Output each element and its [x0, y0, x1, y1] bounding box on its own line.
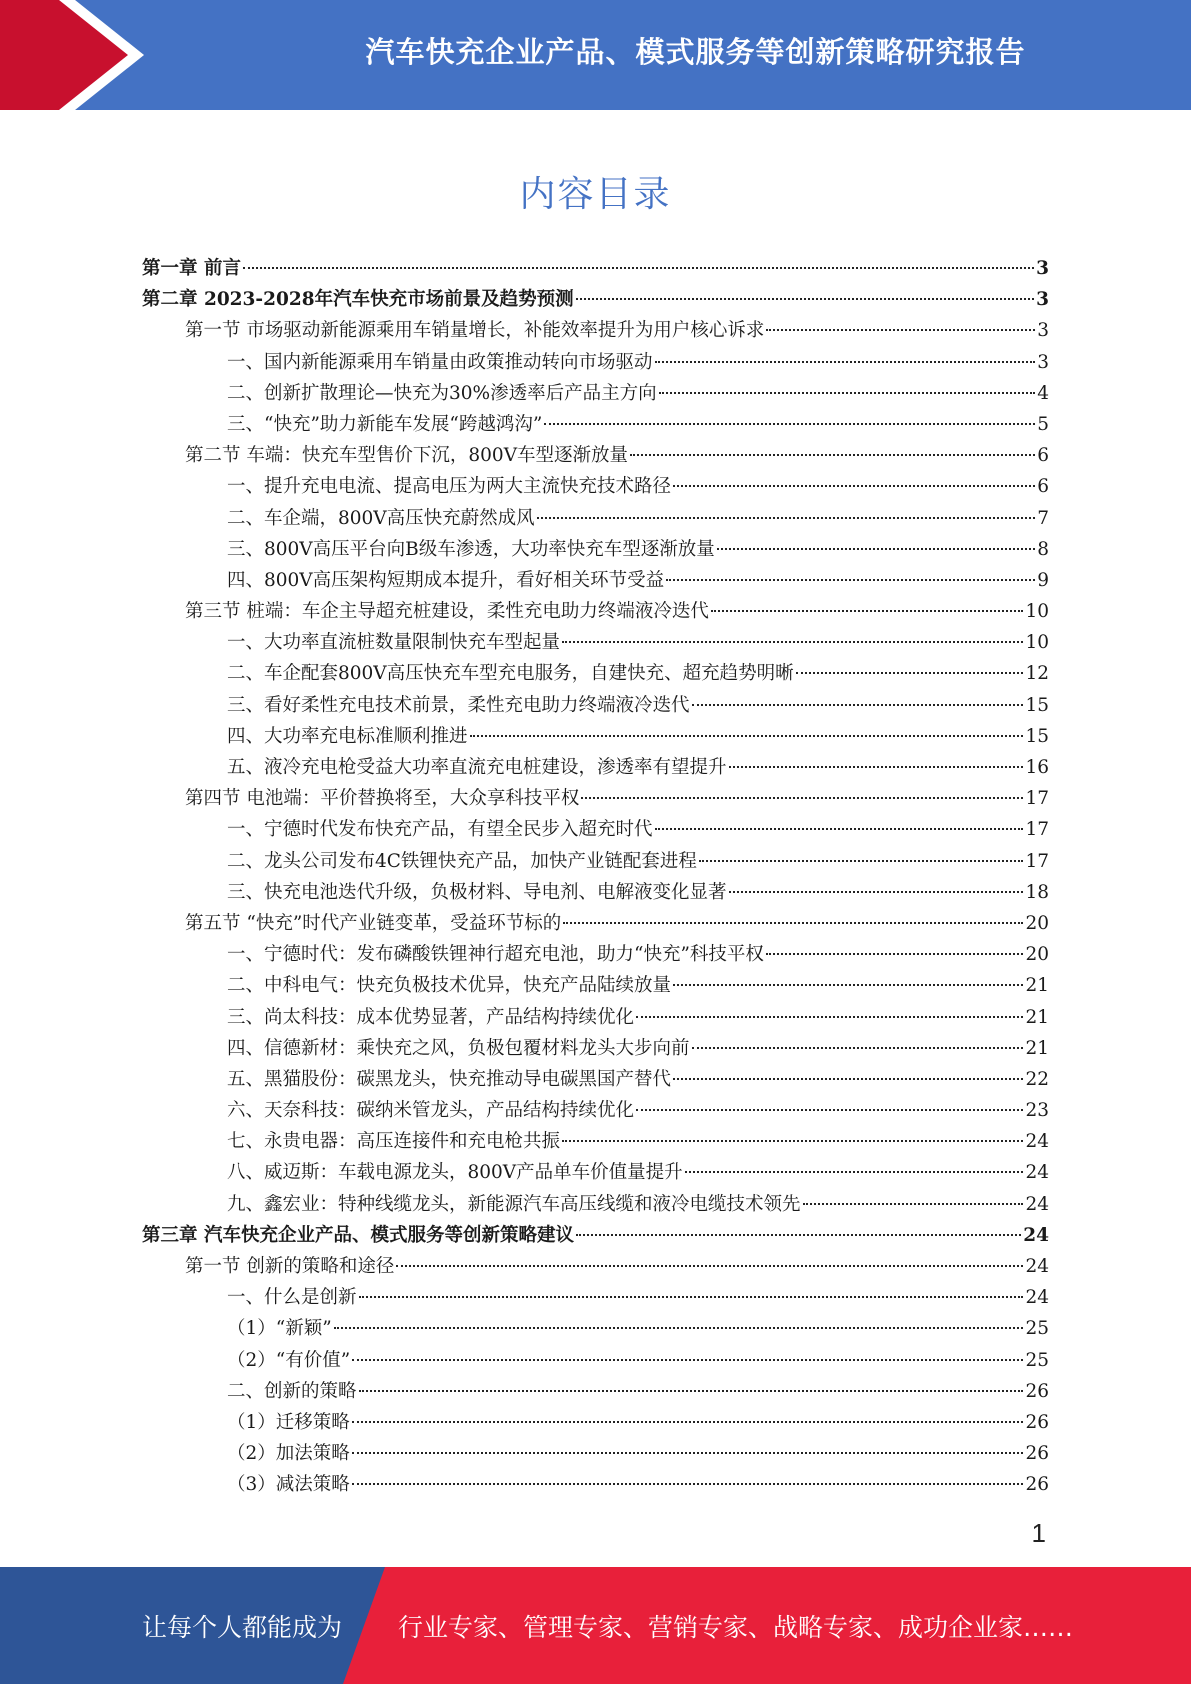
toc-entry-title: 一、宁德时代发布快充产品，有望全民步入超充时代: [227, 819, 653, 841]
dot-leader: [655, 828, 1024, 830]
page-number: 1: [1031, 1518, 1046, 1548]
toc-entry-page: 15: [1025, 725, 1049, 747]
toc-entry-title: （1）迁移策略: [227, 1411, 350, 1433]
dot-leader: [796, 672, 1024, 674]
toc-entry[interactable]: [142, 1407, 1049, 1438]
dot-leader: [470, 735, 1024, 737]
toc-entry-title: 第一节 市场驱动新能源乘用车销量增长，补能效率提升为用户核心诉求: [185, 320, 765, 342]
toc-entry-title: （1）“新颖”: [227, 1318, 332, 1340]
dot-leader: [576, 1234, 1021, 1236]
toc-heading: 内容目录: [519, 174, 672, 215]
toc-entry-page: 21: [1025, 1037, 1049, 1059]
footer-slogan-right: 行业专家、管理专家、营销专家、战略专家、成功企业家……: [398, 1612, 1074, 1642]
toc-entry[interactable]: [142, 503, 1049, 534]
toc-entry[interactable]: [142, 1157, 1049, 1188]
toc-entry-page: 24: [1025, 1287, 1049, 1309]
dot-leader: [803, 1203, 1024, 1205]
toc-entry[interactable]: [142, 908, 1049, 939]
dot-leader: [673, 984, 1023, 986]
toc-entry[interactable]: [142, 1376, 1049, 1407]
toc-entry-title: 三、快充电池迭代升级，负极材料、导电剂、电解液变化显著: [227, 881, 727, 903]
toc-entry-title: 八、威迈斯：车载电源龙头，800V产品单车价值量提升: [227, 1162, 683, 1184]
toc-entry-title: 二、龙头公司发布4C铁锂快充产品，加快产业链配套进程: [227, 850, 697, 872]
toc-entry[interactable]: [142, 846, 1049, 877]
toc-entry[interactable]: [142, 1033, 1049, 1064]
toc-entry-title: 五、液冷充电枪受益大功率直流充电桩建设，渗透率有望提升: [227, 757, 727, 778]
toc-entry-title: 二、车企配套800V高压快充车型充电服务，自建快充、超充趋势明晰: [227, 663, 794, 685]
toc-entry-title: 三、“快充”助力新能车发展“跨越鸿沟”: [227, 413, 543, 435]
toc-entry-title: 一、提升充电电流、提高电压为两大主流快充技术路径: [227, 476, 672, 498]
toc-entry-title: 第一节 创新的策略和途径: [185, 1256, 395, 1277]
toc-entry-page: 23: [1025, 1100, 1049, 1122]
toc-entry[interactable]: [142, 939, 1049, 970]
toc-entry-title: 第四节 电池端：平价替换将至，大众享科技平权: [185, 788, 580, 810]
toc-entry[interactable]: [142, 877, 1049, 908]
toc-entry[interactable]: [142, 440, 1049, 471]
toc-entry-title: 九、鑫宏业：特种线缆龙头，新能源汽车高压线缆和液冷电缆技术领先: [227, 1193, 801, 1215]
toc-entry-title: 第三节 桩端：车企主导超充桩建设，柔性充电助力终端液冷迭代: [185, 601, 709, 623]
toc-entry-title: 三、看好柔性充电技术前景，柔性充电助力终端液冷迭代: [227, 694, 690, 716]
toc-entry-page: 21: [1025, 1006, 1049, 1028]
toc-entry-page: 10: [1025, 632, 1049, 654]
dot-leader: [666, 579, 1035, 581]
toc-entry[interactable]: [142, 596, 1049, 627]
dot-leader: [352, 1359, 1023, 1361]
toc-entry[interactable]: [142, 471, 1049, 502]
dot-leader: [576, 298, 1035, 300]
toc-entry-page: 6: [1037, 445, 1049, 467]
toc-entry-title: 三、尚太科技：成本优势显著，产品结构持续优化: [227, 1006, 635, 1028]
toc-entry-title: 第二章 2023-2028年汽车快充市场前景及趋势预测: [142, 289, 574, 311]
dot-leader: [352, 1421, 1024, 1423]
toc-entry-title: 二、创新的策略: [227, 1380, 357, 1402]
toc-entry-page: 15: [1025, 694, 1049, 716]
toc-entry-page: 26: [1025, 1411, 1049, 1433]
toc-entry[interactable]: [142, 1095, 1049, 1126]
dot-leader: [352, 1452, 1024, 1454]
dot-leader: [630, 454, 1035, 456]
toc-entry[interactable]: [142, 721, 1049, 752]
toc-entry-page: 24: [1025, 1193, 1049, 1215]
toc-entry[interactable]: [142, 284, 1049, 315]
toc-entry[interactable]: [142, 690, 1049, 721]
toc-entry-page: 17: [1025, 788, 1049, 810]
dot-leader: [636, 1109, 1023, 1111]
dot-leader: [699, 860, 1024, 862]
toc-entry[interactable]: [142, 534, 1049, 565]
dot-leader: [359, 1296, 1024, 1298]
dot-leader: [563, 922, 1023, 924]
toc-entry-title: 四、800V高压架构短期成本提升，看好相关环节受益: [227, 569, 665, 591]
toc-entry-title: 五、黑猫股份：碳黑龙头，快充推动导电碳黑国产替代: [227, 1068, 672, 1090]
toc-entry-page: 3: [1037, 351, 1049, 373]
toc-entry-title: 一、大功率直流桩数量限制快充车型起量: [227, 632, 561, 654]
toc-entry[interactable]: [142, 347, 1049, 378]
toc-entry-title: 第五节 “快充”时代产业链变革，受益环节标的: [185, 912, 562, 934]
chevron-arrow-icon: [0, 0, 160, 110]
dot-leader: [636, 1016, 1023, 1018]
toc-entry-page: 8: [1037, 538, 1049, 560]
toc-entry-page: 20: [1025, 944, 1049, 966]
toc-entry-page: 26: [1025, 1443, 1049, 1465]
footer-slogan-left: 让每个人都能成为: [142, 1612, 343, 1642]
dot-leader: [544, 423, 1035, 425]
dot-leader: [562, 641, 1023, 643]
toc-entry-page: 9: [1037, 569, 1049, 591]
toc-entry-page: 26: [1025, 1380, 1049, 1402]
dot-leader: [729, 766, 1024, 768]
toc-entry-page: 3: [1037, 320, 1049, 342]
dot-leader: [673, 485, 1035, 487]
dot-leader: [334, 1327, 1024, 1329]
dot-leader: [711, 610, 1024, 612]
toc-entry-title: 四、信德新材：乘快充之风，负极包覆材料龙头大步向前: [227, 1037, 690, 1059]
toc-entry[interactable]: [142, 752, 1049, 783]
toc-entry-title: 七、永贵电器：高压连接件和充电枪共振: [227, 1131, 561, 1153]
toc-entry-title: （2）“有价值”: [227, 1349, 351, 1371]
toc-entry-page: 10: [1025, 601, 1049, 623]
toc-entry-page: 5: [1037, 413, 1049, 435]
toc-entry[interactable]: [142, 814, 1049, 845]
dot-leader: [352, 1483, 1024, 1485]
toc-entry-title: 第二节 车端：快充车型售价下沉，800V车型逐渐放量: [185, 445, 629, 467]
dot-leader: [581, 797, 1023, 799]
toc-entry[interactable]: [142, 378, 1049, 409]
toc-entry[interactable]: [142, 565, 1049, 596]
toc-entry-title: 三、800V高压平台向B级车渗透，大功率快充车型逐渐放量: [227, 538, 715, 560]
report-title: 汽车快充企业产品、模式服务等创新策略研究报告: [365, 34, 1026, 69]
toc-entry[interactable]: [142, 1313, 1049, 1344]
toc-entry[interactable]: [142, 783, 1049, 814]
toc-entry[interactable]: [142, 627, 1049, 658]
toc-entry[interactable]: [142, 658, 1049, 689]
dot-leader: [729, 891, 1024, 893]
table-of-contents: [142, 253, 1049, 1501]
dot-leader: [766, 953, 1024, 955]
toc-entry-page: 24: [1025, 1131, 1049, 1153]
toc-entry-title: 四、大功率充电标准顺利推进: [227, 725, 468, 747]
toc-entry-page: 7: [1037, 507, 1049, 529]
toc-entry-title: 一、国内新能源乘用车销量由政策推动转向市场驱动: [227, 351, 653, 373]
toc-entry-page: 22: [1025, 1068, 1049, 1090]
toc-entry-page: 18: [1025, 881, 1049, 903]
dot-leader: [717, 548, 1035, 550]
toc-entry-page: 16: [1025, 757, 1049, 778]
toc-entry[interactable]: [142, 1064, 1049, 1095]
toc-entry-title: 第一章 前言: [142, 258, 241, 279]
footer-band: [0, 1567, 1191, 1684]
toc-entry[interactable]: [142, 1002, 1049, 1033]
toc-entry-page: 21: [1025, 975, 1049, 997]
header-band: [0, 0, 1191, 110]
dot-leader: [359, 1390, 1024, 1392]
dot-leader: [692, 1047, 1024, 1049]
toc-entry[interactable]: [142, 1282, 1049, 1313]
dot-leader: [659, 392, 1036, 394]
toc-entry[interactable]: [142, 409, 1049, 440]
toc-entry-page: 26: [1025, 1474, 1049, 1496]
dot-leader: [243, 267, 1034, 269]
toc-entry[interactable]: [142, 1251, 1049, 1282]
toc-entry-page: 24: [1025, 1162, 1049, 1184]
toc-entry-title: （2）加法策略: [227, 1443, 350, 1465]
toc-entry[interactable]: [142, 1189, 1049, 1220]
toc-entry-title: 二、中科电气：快充负极技术优异，快充产品陆续放量: [227, 975, 672, 997]
dot-leader: [692, 704, 1024, 706]
toc-entry-page: 24: [1025, 1256, 1049, 1277]
toc-entry-page: 17: [1025, 819, 1049, 841]
toc-entry-title: 一、宁德时代：发布磷酸铁锂神行超充电池，助力“快充”科技平权: [227, 944, 764, 966]
dot-leader: [562, 1140, 1023, 1142]
toc-entry[interactable]: [142, 1469, 1049, 1500]
toc-entry-title: 二、车企端，800V高压快充蔚然成风: [227, 507, 535, 529]
dot-leader: [685, 1171, 1024, 1173]
dot-leader: [396, 1265, 1023, 1267]
toc-entry-title: 二、创新扩散理论—快充为30%渗透率后产品主方向: [227, 382, 657, 404]
toc-entry-page: 3: [1036, 289, 1049, 311]
toc-entry-page: 20: [1025, 912, 1049, 934]
dot-leader: [655, 361, 1036, 363]
dot-leader: [537, 517, 1036, 519]
toc-entry-page: 17: [1025, 850, 1049, 872]
toc-entry-title: 第三章 汽车快充企业产品、模式服务等创新策略建议: [142, 1224, 574, 1246]
toc-entry-page: 12: [1025, 663, 1049, 685]
toc-entry-page: 6: [1037, 476, 1049, 498]
toc-entry-title: 六、天奈科技：碳纳米管龙头，产品结构持续优化: [227, 1100, 635, 1122]
toc-entry[interactable]: [142, 315, 1049, 346]
toc-entry-page: 3: [1036, 258, 1049, 279]
toc-entry-title: 一、什么是创新: [227, 1287, 357, 1309]
toc-entry[interactable]: [142, 970, 1049, 1001]
dot-leader: [766, 329, 1035, 331]
toc-entry-page: 25: [1025, 1349, 1049, 1371]
toc-entry[interactable]: [142, 1220, 1049, 1251]
toc-entry-page: 4: [1037, 382, 1049, 404]
toc-entry[interactable]: [142, 1126, 1049, 1157]
toc-entry[interactable]: [142, 253, 1049, 284]
toc-entry-page: 24: [1023, 1224, 1049, 1246]
toc-entry[interactable]: [142, 1438, 1049, 1469]
dot-leader: [673, 1078, 1023, 1080]
toc-entry[interactable]: [142, 1345, 1049, 1376]
toc-entry-page: 25: [1025, 1318, 1049, 1340]
toc-entry-title: （3）减法策略: [227, 1474, 350, 1496]
